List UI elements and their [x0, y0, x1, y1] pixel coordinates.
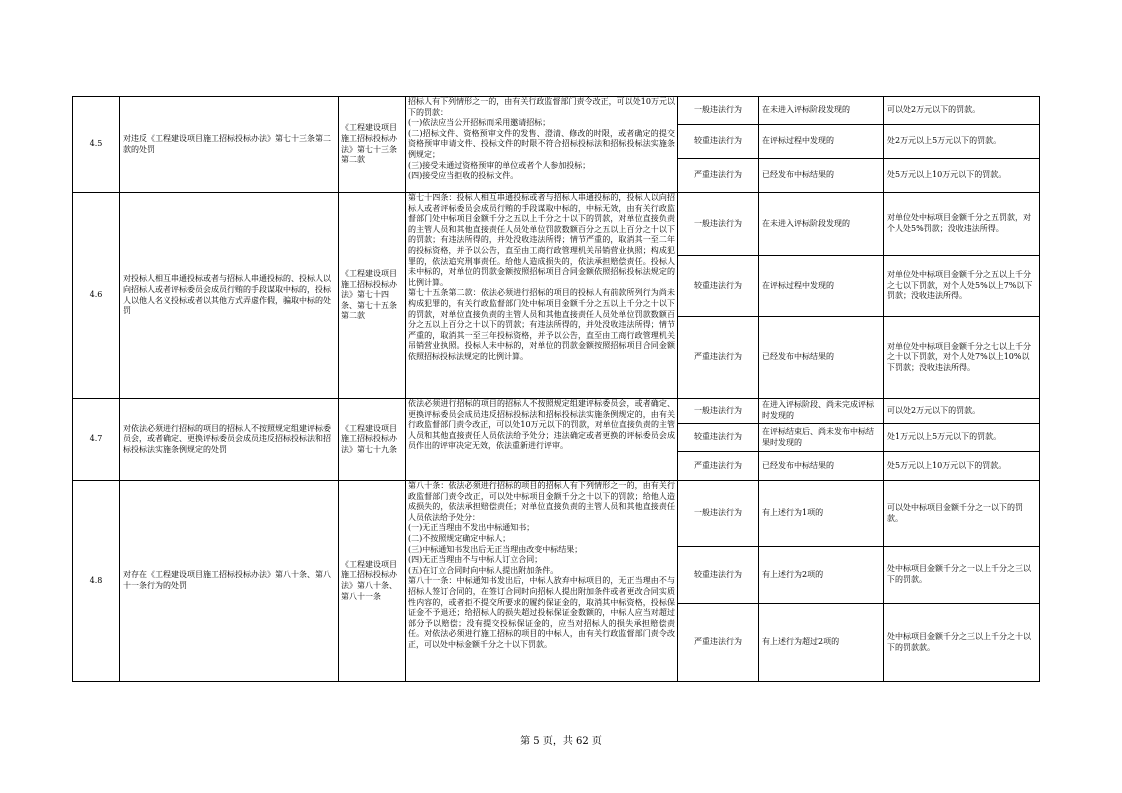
table-body [73, 97, 1040, 682]
item-name: 对存在《工程建设项目施工招标投标办法》第八十条、第八十一条行为的处罚 [120, 481, 339, 682]
violation-condition: 已经发布中标结果的 [759, 452, 884, 481]
severity-level: 较重违法行为 [678, 125, 759, 159]
violation-condition: 在评标结束后、尚未发布中标结果时发现的 [759, 424, 884, 452]
table-row [73, 97, 1040, 125]
severity-level: 一般违法行为 [678, 399, 759, 424]
severity-level: 严重违法行为 [678, 604, 759, 682]
penalty-standard: 处5万元以上10万元以下的罚款。 [884, 159, 1040, 193]
penalty-standard: 处2万元以上5万元以下的罚款。 [884, 125, 1040, 159]
severity-level: 一般违法行为 [678, 193, 759, 256]
severity-level: 较重违法行为 [678, 256, 759, 317]
violation-condition: 在评标过程中发现的 [759, 125, 884, 159]
penalty-standard: 处中标项目金额千分之三以上千分之十以下的罚款款。 [884, 604, 1040, 682]
violation-condition: 在进入评标阶段、尚未完成评标时发现的 [759, 399, 884, 424]
item-name: 对违反《工程建设项目施工招标投标办法》第七十三条第二款的处罚 [120, 97, 339, 193]
violation-condition: 已经发布中标结果的 [759, 317, 884, 399]
severity-level: 严重违法行为 [678, 452, 759, 481]
legal-basis: 《工程建设项目施工招标投标办法》第七十三条第二款 [339, 97, 406, 193]
violation-condition: 在未进入评标阶段发现的 [759, 193, 884, 256]
provision-paragraph: 第八十一条：中标通知书发出后，中标人放弃中标项目的，无正当理由不与招标人签订合同的，在签订合同时向招标人提出附加条件或者更改合同实质性内容的，或者拒不提交所要求的履约保证金的，取消其中标资格，投标保证金不予退还；给招标人的损失超过投标保证金数额的，中标人应当对超过部分予以赔偿；没有提交投标保证金的，应当对招标人的损失承担赔偿责任。对依法必须进行施工招标的项目的中标人，由有关行政监督部门责令改正，可以处中标金额千分之十以下罚款。 [408, 576, 675, 649]
provision-paragraph: (四)接受应当拒收的投标文件。 [408, 171, 519, 181]
item-name: 对投标人相互串通投标或者与招标人串通投标的、投标人以向招标人或者评标委员会成员行贿的手段谋取中标的，投标人以他人名义投标或者以其他方式弄虚作假，骗取中标的处罚 [120, 193, 339, 399]
penalty-table [72, 96, 1040, 682]
penalty-standard: 对单位处中标项目金额千分之七以上千分之十以下罚款，对个人处7%以上10%以下罚款；没收违法所得。 [884, 317, 1040, 399]
severity-level: 一般违法行为 [678, 481, 759, 547]
table-row [73, 193, 1040, 256]
item-number: 4.5 [73, 97, 120, 193]
provision-content [406, 193, 678, 399]
provision-paragraph: (一)依法应当公开招标而采用邀请招标； [408, 118, 551, 128]
provision-content [406, 399, 678, 481]
item-number: 4.8 [73, 481, 120, 682]
violation-condition: 有上述行为1项的 [759, 481, 884, 547]
penalty-standard: 可以处2万元以下的罚款。 [884, 399, 1040, 424]
provision-content [406, 97, 678, 193]
penalty-standard: 对单位处中标项目金额千分之五罚款，对个人处5%罚款；没收违法所得。 [884, 193, 1040, 256]
penalty-standard: 处5万元以上10万元以下的罚款。 [884, 452, 1040, 481]
violation-condition: 已经发布中标结果的 [759, 159, 884, 193]
provision-paragraph: (四)无正当理由不与中标人订立合同； [408, 555, 543, 565]
provision-content [406, 481, 678, 682]
penalty-standard: 处中标项目金额千分之一以上千分之三以下的罚款。 [884, 547, 1040, 604]
severity-level: 较重违法行为 [678, 424, 759, 452]
legal-basis: 《工程建设项目施工招标投标办法》第八十条、第八十一条 [339, 481, 406, 682]
legal-basis: 《工程建设项目施工招标投标办法》第七十四条、第七十五条第二款 [339, 193, 406, 399]
provision-paragraph: 第七十五条第二款：依法必须进行招标的项目的投标人有前款所列行为尚未构成犯罪的，有关行政监督部门处中标项目金额千分之五以上千分之十以下的罚款，对单位直接负责的主管人员和其他直接责任人员处单位罚款数额百分之五以上百分之十以下的罚款；有违法所得的，并处没收违法所得；情节严重的，取消其一至三年投标资格，并予以公告，直至由工商行政管理机关吊销营业执照。投标人未中标的，对单位的罚款金额按照招标项目合同金额依照招标投标法规定的比例计算。 [408, 288, 675, 361]
penalty-standard: 处1万元以上5万元以下的罚款。 [884, 424, 1040, 452]
table-row [73, 399, 1040, 424]
provision-paragraph: (三)中标通知书发出后无正当理由改变中标结果； [408, 544, 583, 554]
provision-paragraph: 依法必须进行招标的项目的招标人不按照规定组建评标委员会，或者确定、更换评标委员会成员违反招标投标法和招标投标法实施条例规定的，由有关行政监督部门责令改正，可以处10万元以下的罚款，对单位直接负责的主管人员和其他直接责任人员依法给予处分；违法确定或者更换的评标委员会成员作出的评审决定无效，依法重新进行评审。 [408, 399, 675, 451]
violation-condition: 在评标过程中发现的 [759, 256, 884, 317]
provision-paragraph: 第八十条：依法必须进行招标的项目的招标人有下列情形之一的，由有关行政监督部门责令改正，可以处中标项目金额千分之十以下的罚款；给他人造成损失的，依法承担赔偿责任；对单位直接负责的主管人员和其他直接责任人员依法给予处分： [408, 481, 675, 522]
severity-level: 严重违法行为 [678, 159, 759, 193]
page-footer: 第 5 页，共 62 页 [520, 736, 602, 747]
penalty-standard: 可以处中标项目金额千分之一以下的罚款。 [884, 481, 1040, 547]
item-name: 对依法必须进行招标的项目的招标人不按照规定组建评标委员会，或者确定、更换评标委员会成员违反招标投标法和招标投标法实施条例规定的处罚 [120, 399, 339, 481]
provision-paragraph: 第七十四条：投标人相互串通投标或者与招标人串通投标的，投标人以向招标人或者评标委员会成员行贿的手段谋取中标的，中标无效，由有关行政监督部门处中标项目金额千分之五以上千分之十以下的罚款，对单位直接负责的主管人员和其他直接责任人员处单位罚款数额百分之五以上百分之十以下的罚款；有违法所得的，并处没收违法所得；情节严重的，取消其一至二年的投标资格，并予以公告，直至由工商行政管理机关吊销营业执照；构成犯罪的，依法追究刑事责任。给他人造成损失的，依法承担赔偿责任。投标人未中标的，对单位的罚款金额按照招标项目合同金额依照招标投标法规定的比例计算。 [408, 193, 675, 287]
violation-condition: 有上述行为超过2项的 [759, 604, 884, 682]
provision-paragraph: (三)接受未通过资格预审的单位或者个人参加投标； [408, 160, 591, 170]
violation-condition: 在未进入评标阶段发现的 [759, 97, 884, 125]
item-number: 4.7 [73, 399, 120, 481]
item-number: 4.6 [73, 193, 120, 399]
provision-paragraph: (一)无正当理由不发出中标通知书； [408, 523, 535, 533]
violation-condition: 有上述行为2项的 [759, 547, 884, 604]
provision-paragraph: (二)招标文件、资格预审文件的发售、澄清、修改的时限，或者确定的提交资格预审申请文件、投标文件的时限不符合招标投标法和招标投标法实施条例规定； [408, 128, 675, 159]
penalty-standard: 对单位处中标项目金额千分之五以上千分之七以下罚款，对个人处5%以上7%以下罚款；没收违法所得。 [884, 256, 1040, 317]
severity-level: 一般违法行为 [678, 97, 759, 125]
severity-level: 严重违法行为 [678, 317, 759, 399]
provision-paragraph: 招标人有下列情形之一的，由有关行政监督部门责令改正，可以处10万元以下的罚款： [408, 97, 675, 117]
penalty-standard: 可以处2万元以下的罚款。 [884, 97, 1040, 125]
table-row [73, 481, 1040, 547]
provision-paragraph: (二)不按照规定确定中标人； [408, 533, 511, 543]
provision-paragraph: (五)在订立合同时向中标人提出附加条件。 [408, 565, 559, 575]
severity-level: 较重违法行为 [678, 547, 759, 604]
legal-basis: 《工程建设项目施工招标投标办法》第七十九条 [339, 399, 406, 481]
